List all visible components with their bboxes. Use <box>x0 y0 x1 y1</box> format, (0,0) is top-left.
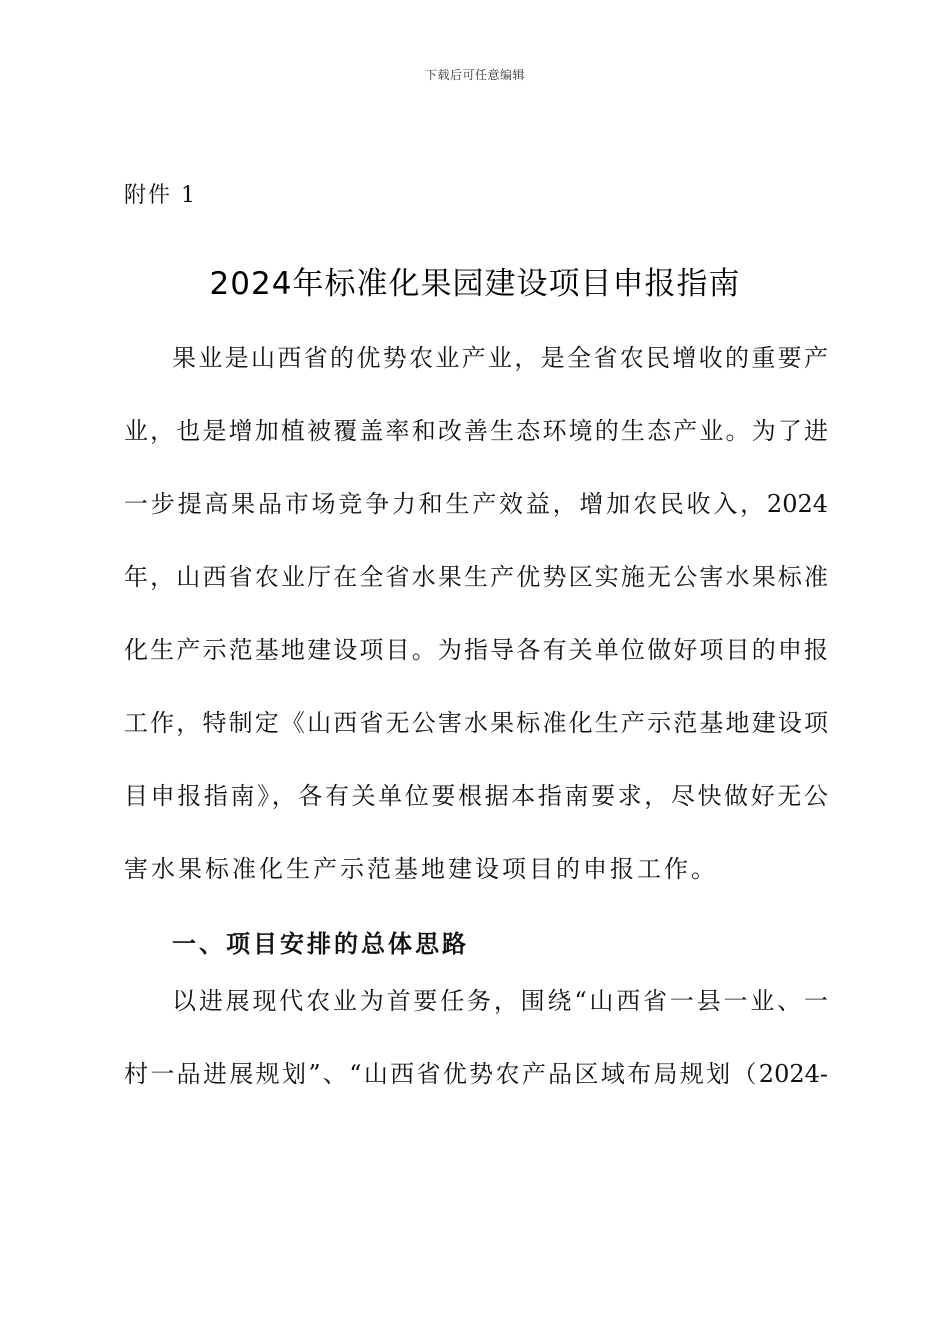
paragraph-line: 化生产示范基地建设项目。为指导各有关单位做好项目的申报 <box>124 636 828 664</box>
header-note: 下载后可任意编辑 <box>424 68 525 82</box>
paragraph-line: 年，山西省农业厅在全省水果生产优势区实施无公害水果标准 <box>124 563 828 591</box>
paragraph-line: 果业是山西省的优势农业产业，是全省农民增收的重要产 <box>172 344 828 372</box>
paragraph-line: 村一品进展规划”、“山西省优势农产品区域布局规划（2024- <box>124 1060 828 1088</box>
attachment-label: 附件 1 <box>124 183 197 208</box>
paragraph-line: 工作，特制定《山西省无公害水果标准化生产示范基地建设项 <box>124 709 828 737</box>
paragraph-line: 业，也是增加植被覆盖率和改善生态环境的生态产业。为了进 <box>124 417 828 445</box>
paragraph-line: 害水果标准化生产示范基地建设项目的申报工作。 <box>124 855 718 883</box>
paragraph-line: 以进展现代农业为首要任务，围绕“山西省一县一业、一 <box>172 987 828 1015</box>
paragraph-line: 一步提高果品市场竞争力和生产效益，增加农民收入，2024 <box>124 490 828 518</box>
document-title: 2024年标准化果园建设项目申报指南 <box>209 266 741 302</box>
paragraph-line: 目申报指南》，各有关单位要根据本指南要求，尽快做好无公 <box>124 782 828 810</box>
section-heading: 一、项目安排的总体思路 <box>172 929 469 958</box>
